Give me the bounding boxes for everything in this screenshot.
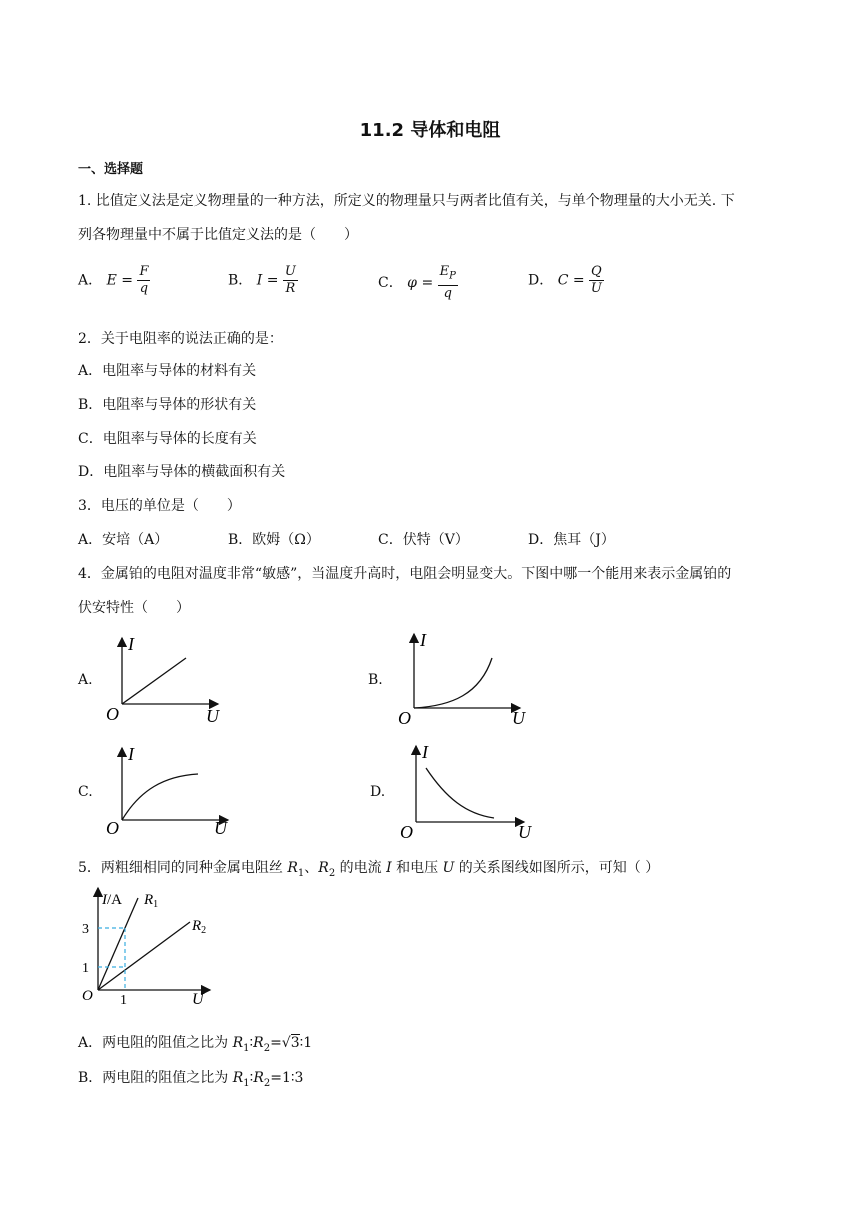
q3-stem: 3．电压的单位是（ ）	[78, 498, 241, 514]
fraction: $\frac{E_P}{q}$	[439, 264, 456, 301]
q4-stem-line1: 4．金属铂的电阻对温度非常“敏感”，当温度升高时，电阻会明显变大。下图中哪一个能用来表示金属铂的	[78, 566, 732, 582]
y-axis-label: I	[420, 630, 426, 650]
y-tick-1: 1	[82, 961, 89, 976]
fraction: $\frac{Q}{U}$	[590, 264, 602, 296]
q2-option-b: B．电阻率与导体的形状有关	[78, 397, 257, 413]
iv-curve-rising	[414, 658, 492, 708]
iv-curve-linear	[122, 658, 186, 704]
origin-label: O	[82, 988, 93, 1004]
x-tick-1: 1	[120, 993, 127, 1006]
q5-stem: 5．两粗细相同的同种金属电阻丝 $R_1$、$R_2$ 的电流 I 和电压 U 的关系图线如图所示，可知（ ）	[78, 860, 660, 879]
q1-option-d	[528, 264, 604, 297]
formula-lhs: φ	[407, 274, 417, 291]
q4-graph-c	[100, 742, 240, 838]
x-axis-label: U	[206, 706, 219, 724]
q4-option-b-label: B.	[368, 672, 383, 688]
line-r2	[98, 922, 190, 990]
q5-option-b: B．两电阻的阻值之比为 $R_1∶R_2=1∶3$	[78, 1070, 304, 1089]
line-r1	[98, 898, 138, 990]
q1-option-c	[378, 264, 458, 302]
q4-stem-line2: 伏安特性（ ）	[78, 600, 190, 616]
q1-stem-line2: 列各物理量中不属于比值定义法的是（ ）	[78, 227, 358, 243]
option-label: D．	[528, 272, 554, 289]
equals-sign: =	[121, 272, 133, 289]
fraction: $\frac{F}{q}$	[139, 264, 149, 296]
origin-label: O	[106, 818, 119, 838]
q4-graph-d	[396, 740, 536, 840]
iv-curve-saturating	[122, 774, 198, 820]
origin-label: O	[398, 708, 411, 728]
fraction: $\frac{U}{R}$	[284, 264, 296, 296]
q4-option-d-label: D.	[370, 784, 386, 800]
q3-option-d: D．焦耳（J）	[528, 532, 615, 548]
y-axis-label: I/A	[102, 892, 122, 908]
q2-stem: 2．关于电阻率的说法正确的是：	[78, 331, 283, 347]
option-label: C．	[378, 274, 403, 291]
r2-label: $R_2$	[192, 918, 207, 936]
q4-option-c-label: C.	[78, 784, 93, 800]
q4-graph-b	[392, 628, 532, 728]
option-label: A．	[78, 272, 103, 289]
q5-iv-graph	[78, 884, 218, 1006]
page-title: 11.2 导体和电阻	[359, 120, 501, 141]
q1-option-b	[228, 264, 298, 297]
q3-option-a: A．安培（A）	[78, 532, 169, 548]
x-axis-label: U	[192, 991, 204, 1006]
r1-label: $R_1$	[144, 892, 159, 910]
q2-option-c: C．电阻率与导体的长度有关	[78, 431, 257, 447]
iv-curve-falling	[426, 768, 494, 818]
q4-option-a-label: A.	[78, 672, 93, 688]
origin-label: O	[400, 822, 413, 840]
x-axis-label: U	[518, 822, 531, 840]
formula-lhs: E	[106, 272, 117, 289]
equals-sign: =	[572, 272, 585, 289]
q1-stem-line1: 1. 比值定义法是定义物理量的一种方法，所定义的物理量只与两者比值有关，与单个物理量的大小无关. 下	[78, 193, 735, 209]
q4-graph-a	[100, 632, 230, 724]
x-axis-label: U	[512, 708, 525, 728]
q2-option-d: D．电阻率与导体的横截面积有关	[78, 464, 286, 480]
y-tick-3: 3	[82, 922, 89, 937]
formula-lhs: I	[256, 272, 263, 289]
q5-option-a: A．两电阻的阻值之比为 $R_1∶R_2=√3∶1$	[78, 1035, 313, 1054]
option-label: B．	[228, 272, 253, 289]
section-heading: 一、选择题	[78, 162, 144, 177]
y-axis-label: I	[422, 742, 428, 762]
x-axis-label: U	[214, 818, 227, 838]
q2-option-a: A．电阻率与导体的材料有关	[78, 363, 257, 379]
y-axis-label: I	[128, 744, 134, 764]
formula-lhs: C	[557, 272, 569, 289]
y-axis-label: I	[128, 634, 134, 654]
equals-sign: =	[266, 272, 279, 289]
q3-option-b: B．欧姆（Ω）	[228, 532, 320, 548]
equals-sign: =	[421, 274, 434, 291]
q3-option-c: C．伏特（V）	[378, 532, 469, 548]
q1-option-a	[78, 264, 150, 297]
origin-label: O	[106, 704, 119, 724]
